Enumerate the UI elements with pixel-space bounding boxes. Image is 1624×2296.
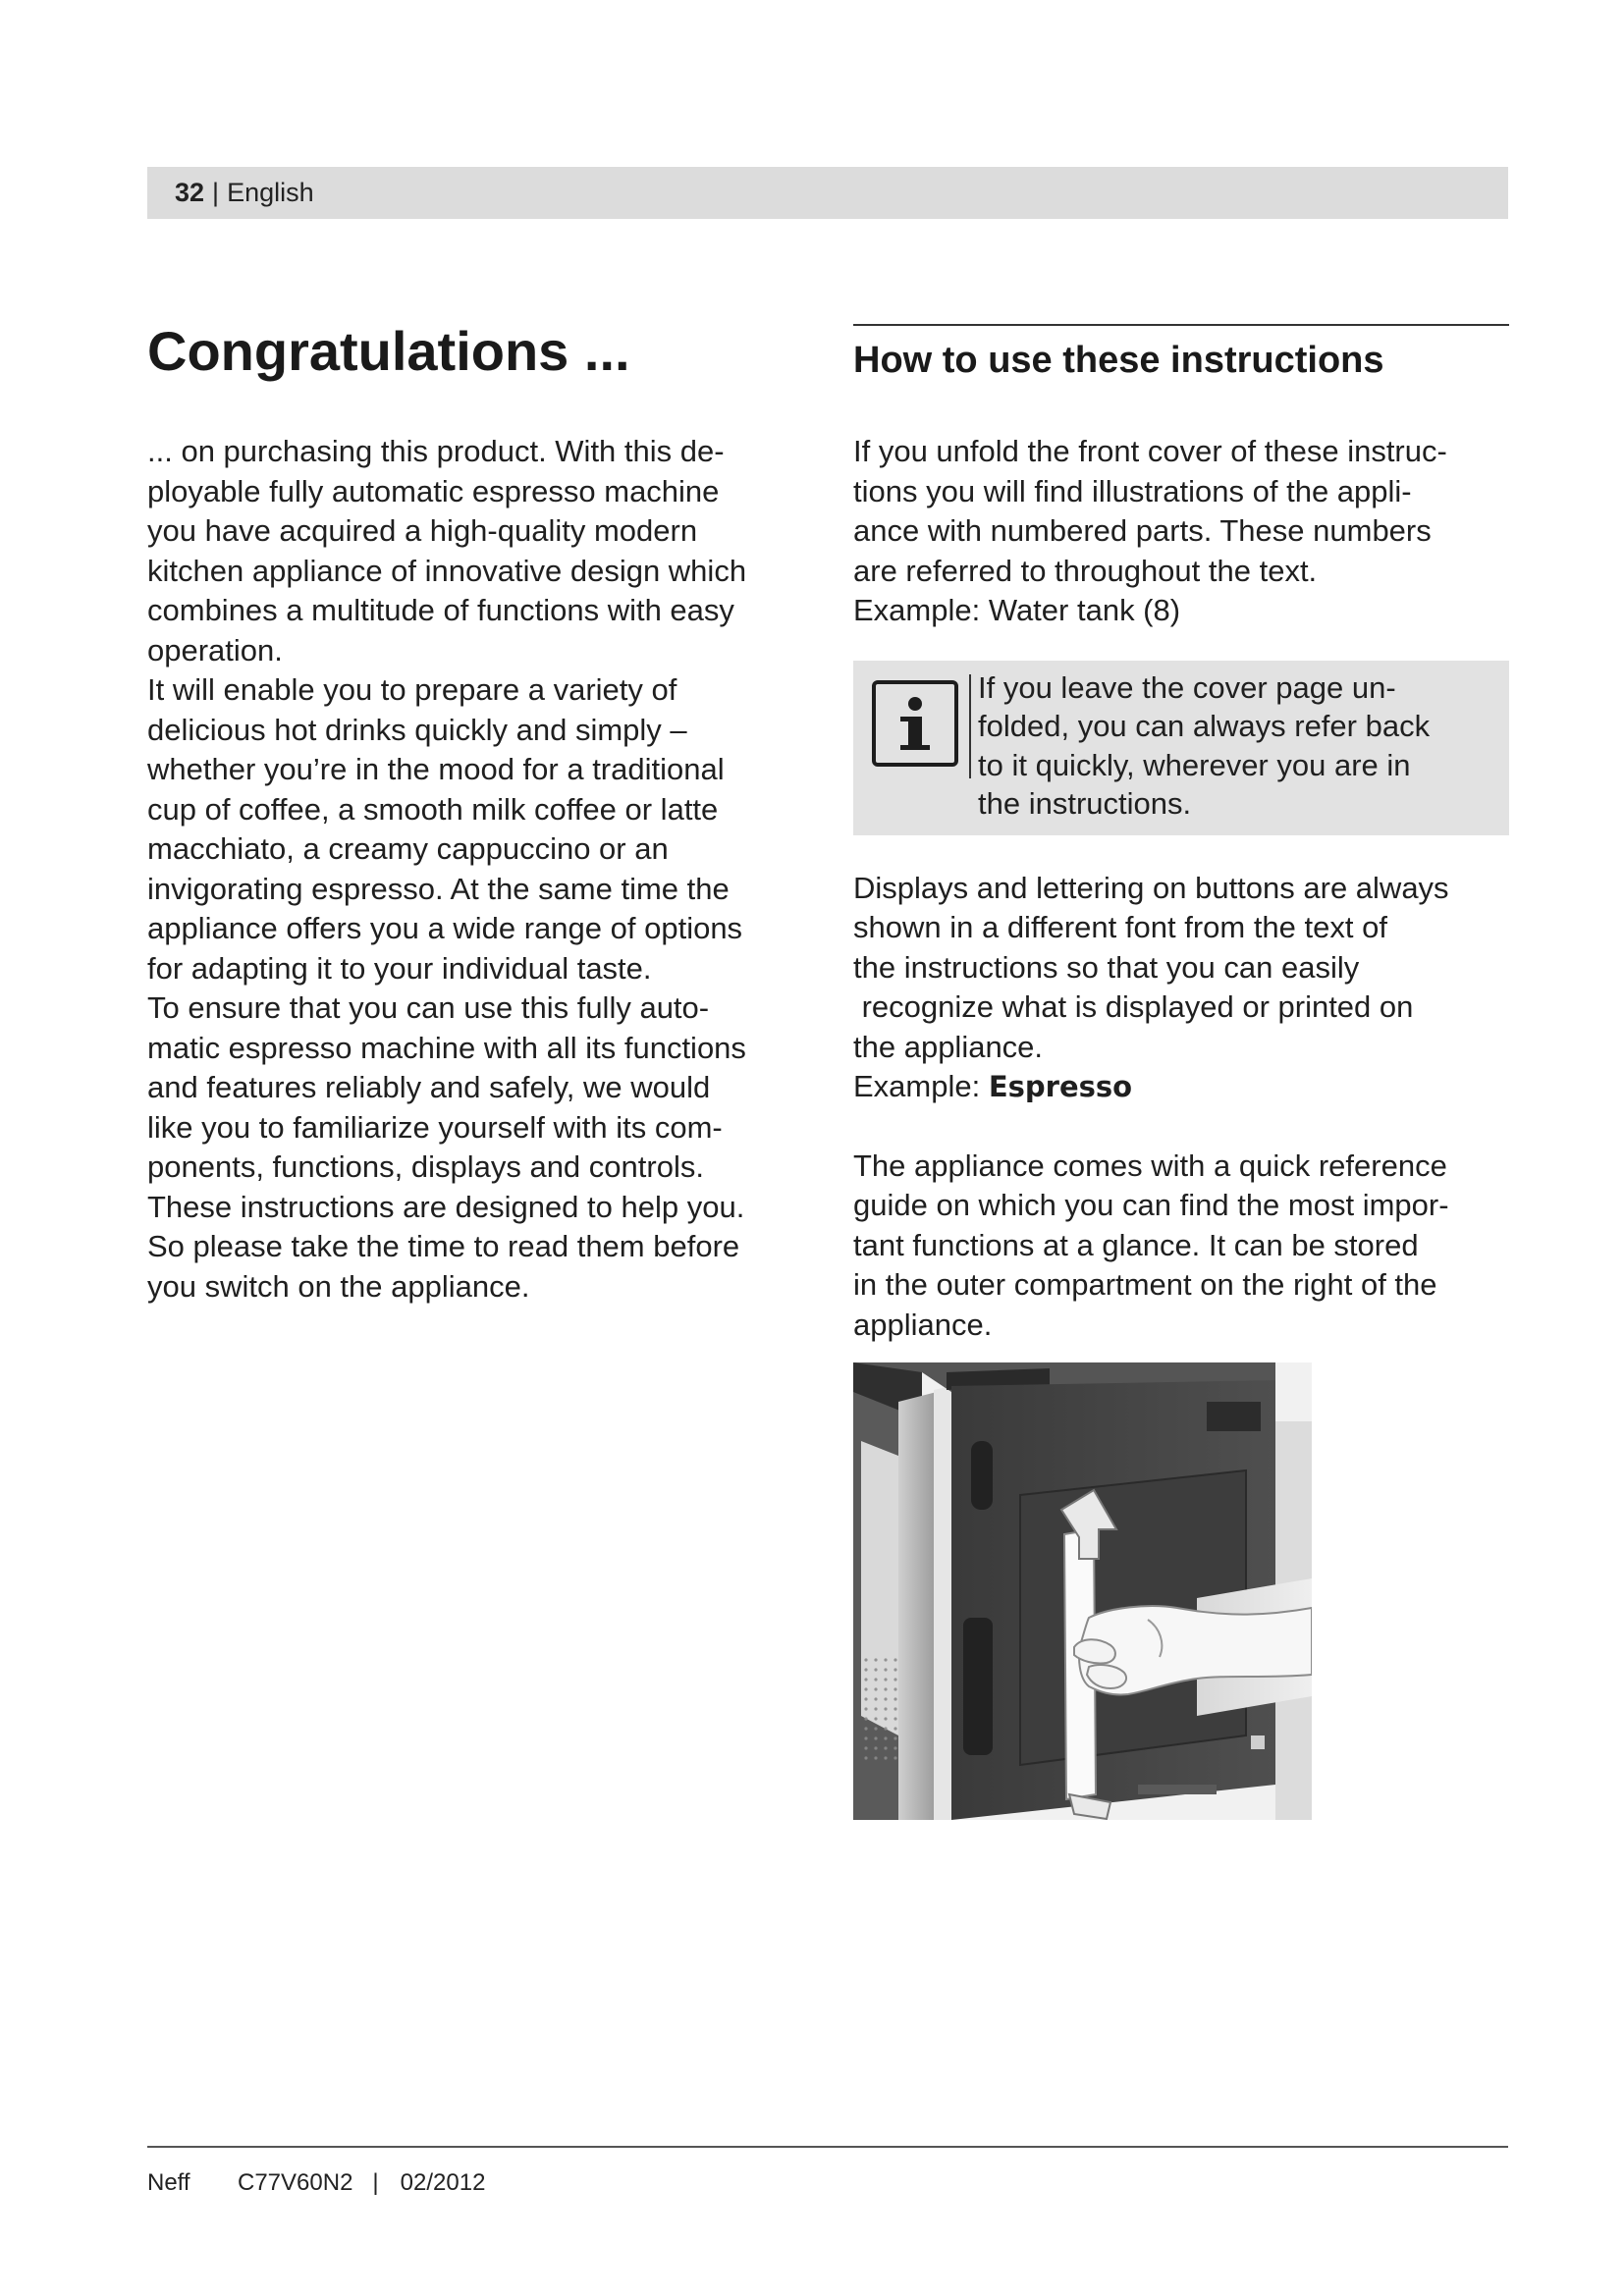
- info-icon: [872, 680, 958, 767]
- text-line: and features reliably and safely, we would: [147, 1070, 711, 1104]
- text-line: whether you’re in the mood for a traditional: [147, 752, 725, 786]
- text-line: in the outer compartment on the right of the: [853, 1267, 1437, 1302]
- text-line: appliance offers you a wide range of options: [147, 911, 743, 945]
- footer-separator: |: [372, 2169, 379, 2196]
- example-label: Example:: [853, 1069, 989, 1103]
- text-line: ... on purchasing this product. With this de-: [147, 434, 725, 468]
- appliance-illustration: [853, 1362, 1312, 1820]
- text-line: appliance.: [853, 1307, 993, 1342]
- example-display-text: Espresso: [988, 1070, 1133, 1103]
- section-title: How to use these instructions: [853, 340, 1384, 381]
- text-line: the instructions so that you can easily: [853, 949, 1360, 985]
- text-line: the instructions.: [978, 786, 1192, 821]
- text-line: to it quickly, wherever you are in: [978, 747, 1411, 782]
- text-line: ployable fully automatic espresso machine: [147, 473, 720, 508]
- text-line: If you unfold the front cover of these instruc-: [853, 434, 1447, 468]
- quick-reference-guide-illustration: [853, 1362, 1312, 1820]
- text-line: It will enable you to prepare a variety of: [147, 672, 677, 707]
- text-line: So please take the time to read them before: [147, 1229, 740, 1263]
- example-line: [853, 1067, 1509, 1107]
- text-line: guide on which you can find the most impor-: [853, 1188, 1449, 1222]
- text-line: the appliance.: [853, 1029, 1044, 1064]
- page-number: 32: [175, 178, 205, 207]
- congratulations-text: [147, 432, 815, 1307]
- footer-model: C77V60N2: [238, 2169, 353, 2196]
- left-column: [147, 314, 815, 1307]
- intro-text: [853, 432, 1509, 631]
- text-line: you switch on the appliance.: [147, 1268, 530, 1304]
- text-line: If you leave the cover page un-: [978, 669, 1396, 705]
- text-line: like you to familiarize yourself with its com-: [147, 1109, 723, 1145]
- quick-guide-text: [853, 1147, 1509, 1346]
- text-line: The appliance comes with a quick reference: [853, 1148, 1447, 1183]
- text-line: operation.: [147, 632, 283, 667]
- header-separator: |: [212, 178, 220, 207]
- text-line: tions you will find illustrations of the appli-: [853, 473, 1412, 508]
- text-line: delicious hot drinks quickly and simply –: [147, 712, 687, 747]
- text-line: recognize what is displayed or printed on: [853, 989, 1414, 1024]
- section-divider: [853, 324, 1509, 326]
- text-line: To ensure that you can use this fully auto-: [147, 990, 710, 1025]
- text-line: cup of coffee, a smooth milk coffee or latte: [147, 791, 719, 827]
- text-line: ponents, functions, displays and controls.: [147, 1149, 704, 1184]
- text-line: you have acquired a high-quality modern: [147, 513, 698, 548]
- footer-divider: [147, 2146, 1508, 2148]
- page-header: [147, 167, 1508, 219]
- text-line: for adapting it to your individual taste.: [147, 950, 652, 986]
- text-line: Displays and lettering on buttons are always: [853, 870, 1449, 905]
- text-line: Example: Water tank (8): [853, 593, 1181, 627]
- text-line: macchiato, a creamy cappuccino or an: [147, 831, 669, 866]
- text-line: combines a multitude of functions with easy: [147, 593, 734, 627]
- text-line: invigorating espresso. At the same time the: [147, 871, 730, 906]
- text-line: ance with numbered parts. These numbers: [853, 513, 1432, 548]
- text-line: kitchen appliance of innovative design which: [147, 553, 747, 588]
- footer-date: 02/2012: [400, 2169, 486, 2196]
- footer-brand: Neff: [147, 2169, 190, 2196]
- info-divider: [969, 674, 971, 778]
- text-line: matic espresso machine with all its functions: [147, 1030, 746, 1065]
- right-column: [853, 324, 1509, 1345]
- info-note-box: [853, 661, 1509, 835]
- text-line: These instructions are designed to help you.: [147, 1189, 745, 1224]
- header-language: English: [227, 178, 314, 207]
- text-line: folded, you can always refer back: [978, 709, 1431, 743]
- page-footer: [147, 2169, 485, 2197]
- info-text: [978, 668, 1498, 824]
- text-line: shown in a different font from the text of: [853, 910, 1387, 944]
- display-font-text: [853, 869, 1509, 1107]
- text-line: are referred to throughout the text.: [853, 553, 1318, 588]
- page-title: Congratulations ...: [147, 320, 630, 382]
- text-line: tant functions at a glance. It can be stored: [853, 1227, 1419, 1262]
